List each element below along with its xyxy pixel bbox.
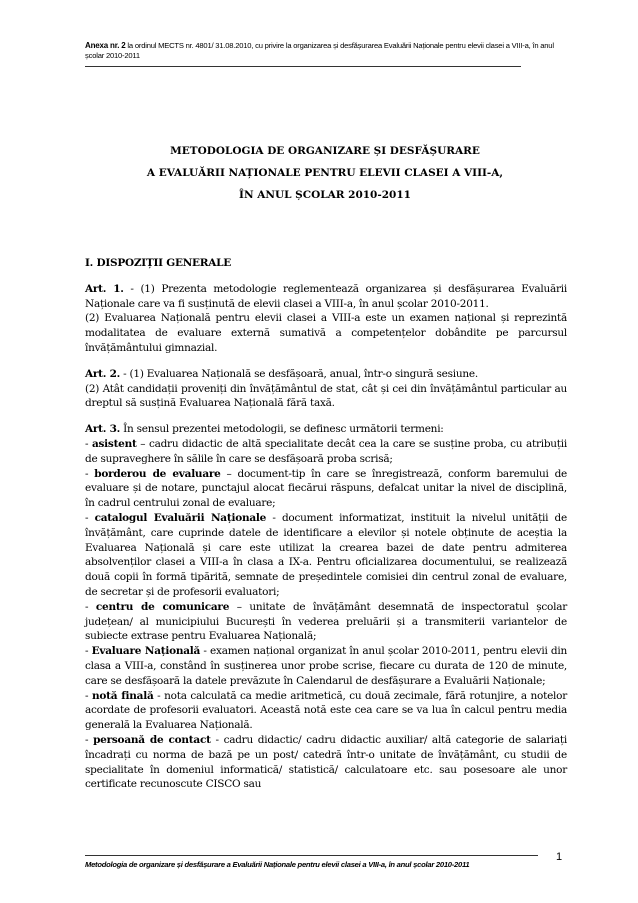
article-2-paragraph-2: (2) Atât candidații proveniți din învățământul de stat, cât și cei din învățământul particular au dreptul să susțină Evaluarea Națională fără taxă. <box>85 382 567 410</box>
annex-label: Anexa nr. 2 <box>85 41 126 50</box>
definition-item: - asistent – cadru didactic de altă specialitate decât cea la care se susține proba, cu atribuții de supraveghere în sălile în care se desfășoară proba scrisă; <box>85 437 567 465</box>
definition-item: - persoană de contact - cadru didactic/ cadru didactic auxiliar/ altă categorie de salariați încadrați cu norma de bază pe un post/ catedră într-o unitate de învățământ, cu studii de specialitate în domeniul informatică/ statistică/ calculatoare etc. sau posesoare ale unor certificate recunoscute CISCO sau <box>85 733 567 791</box>
article-2-paragraph-1 <box>85 367 567 382</box>
definition-item: - catalogul Evaluării Naționale - document informatizat, instituit la nivelul unității de învățământ, care cuprinde datele de identificare a elevilor și notele obținute de aceștia la Evaluarea Națională și care este utilizat la crearea bazei de date pentru admiterea absolvenților clasei a VIII-a în clasa a IX-a. Pentru oficializarea documentului, se realizează două copii în formă tipărită, semnate de președintele comisiei din centrul zonal de evaluare, de secretar și de profesorii evaluatori; <box>85 511 567 598</box>
document-body <box>85 256 567 792</box>
definition-term: centru de comunicare <box>95 600 230 613</box>
definition-item: - Evaluare Națională - examen național organizat în anul școlar 2010-2011, pentru elevii din clasa a VIII-a, constând în susținerea unor probe scrise, fiecare cu durata de 120 de minute, care se desfășoară la datele prevăzute în Calendarul de desfășurare a Evaluării Naționale; <box>85 645 567 687</box>
article-1-paragraph-2: (2) Evaluarea Națională pentru elevii clasei a VIII-a este un examen național și reprezintă modalitatea de evaluare externă sumativă a competențelor dobândite pe parcursul învățământului gimnazial. <box>85 312 567 354</box>
article-3-intro-text: În sensul prezentei metodologii, se definesc următorii termeni: <box>120 423 444 436</box>
definition-text: - cadru didactic/ cadru didactic auxiliar/ altă categorie de salariați încadrați cu norma de bază pe un post/ catedră într-o unitate de învățământ, cu studii de specialitate în domeniul informatică/ statistică/ calculatoare etc. sau posesoare ale unor certificate recunoscute CISCO sau <box>85 733 567 791</box>
definition-term: borderou de evaluare <box>94 467 221 480</box>
document-title <box>85 140 565 206</box>
header-rule <box>85 66 521 67</box>
article-2-text-1: - (1) Evaluarea Națională se desfășoară, anual, într-o singură sesiune. <box>120 367 478 380</box>
definition-text: - examen național organizat în anul școlar 2010-2011, pentru elevii din clasa a VIII-a, constând în susținerea unor probe scrise, fiecare cu durata de 120 de minute, care se desfășoară la datele prevăzute în Calendarul de desfășurare a Evaluării Naționale; <box>85 645 567 687</box>
definition-text: - nota calculată ca medie aritmetică, cu două zecimale, fără rotunjire, a notelor acordate de profesorii evaluatori. Această notă este cea care se va lua în calcul pentru media generală la Evaluarea Națională. <box>85 689 568 732</box>
annex-text: la ordinul MECTS nr. 4801/ 31.08.2010, cu privire la organizarea și desfășurarea Evaluării Naționale pentru elevii clasei a VIII-a, în anul școlar 2010-2011 <box>85 41 554 60</box>
article-3-intro <box>85 422 567 437</box>
page-number: 1 <box>556 851 563 863</box>
title-line-1: METODOLOGIA DE ORGANIZARE ȘI DESFĂȘURARE <box>170 145 480 157</box>
title-line-3: ÎN ANUL ȘCOLAR 2010-2011 <box>239 189 411 201</box>
definition-item: - notă finală - nota calculată ca medie aritmetică, cu două zecimale, fără rotunjire, a notelor acordate de profesorii evaluatori. Această notă este cea care se va lua în calcul pentru media generală la Evaluarea Națională. <box>85 689 568 732</box>
section-heading: I. DISPOZIȚII GENERALE <box>85 257 232 269</box>
definition-term: catalogul Evaluării Naționale <box>94 511 267 524</box>
definition-term: persoană de contact <box>93 733 211 746</box>
article-3-label: Art. 3. <box>85 423 121 436</box>
article-1 <box>85 282 567 356</box>
definition-text: - document informatizat, instituit la nivelul unității de învățământ, care cuprinde datele de identificare a elevilor și notele obținute de aceștia la Evaluarea Națională și care este utilizat la crearea bazei de date pentru admiterea absolvenților clasei a VIII-a în clasa a IX-a. Pentru oficializarea documentului, se realizează două copii în formă tipărită, semnate de președintele comisiei din centrul zonal de evaluare, de secretar și de profesorii evaluatori; <box>85 511 567 598</box>
definition-text: – document-tip în care se înregistrează, conform baremului de evaluare și de notare, punctajul alocat fiecărui răspuns, defalcat unitar la nivel de disciplină, în cadrul centrului zonal de evaluare; <box>85 467 568 510</box>
definition-term: asistent <box>91 437 137 450</box>
footer-rule <box>85 855 538 856</box>
definition-term: Evaluare Națională <box>91 645 201 658</box>
definition-item: - borderou de evaluare – document-tip în care se înregistrează, conform baremului de evaluare și de notare, punctajul alocat fiecărui răspuns, defalcat unitar la nivel de disciplină, în cadrul centrului zonal de evaluare; <box>85 467 568 510</box>
definition-item: - centru de comunicare – unitate de învățământ desemnată de inspectoratul școlar județean/ al municipiului București în vederea preluării și a transmiterii variantelor de subiecte extrase pentru Evaluarea Națională; <box>85 600 567 643</box>
article-2 <box>85 367 567 411</box>
page-footer: Metodologia de organizare și desfășurare a Evaluării Naționale pentru elevii clasei a VIII-a, în anul școlar 2010-2011 <box>85 860 470 869</box>
page-header <box>85 41 565 61</box>
definition-term: notă finală <box>91 689 154 702</box>
article-3 <box>85 422 567 792</box>
article-1-label: Art. 1. <box>85 282 124 295</box>
title-line-2: A EVALUĂRII NAȚIONALE PENTRU ELEVII CLASEI A VIII-A, <box>146 167 504 179</box>
article-1-paragraph-1 <box>85 282 567 312</box>
definition-text: – unitate de învățământ desemnată de inspectoratul școlar județean/ al municipiului București în vederea preluării și a transmiterii variantelor de subiecte extrase pentru Evaluarea Națională; <box>85 600 567 643</box>
article-2-label: Art. 2. <box>85 367 121 380</box>
article-1-text-1: - (1) Prezenta metodologie reglementează organizarea și desfășurarea Evaluării Naționale care va fi susținută de elevii clasei a VIII-a, în anul școlar 2010-2011. <box>85 282 567 310</box>
definition-text: – cadru didactic de altă specialitate decât cea la care se susține proba, cu atribuții de supraveghere în sălile în care se desfășoară proba scrisă; <box>85 437 567 465</box>
